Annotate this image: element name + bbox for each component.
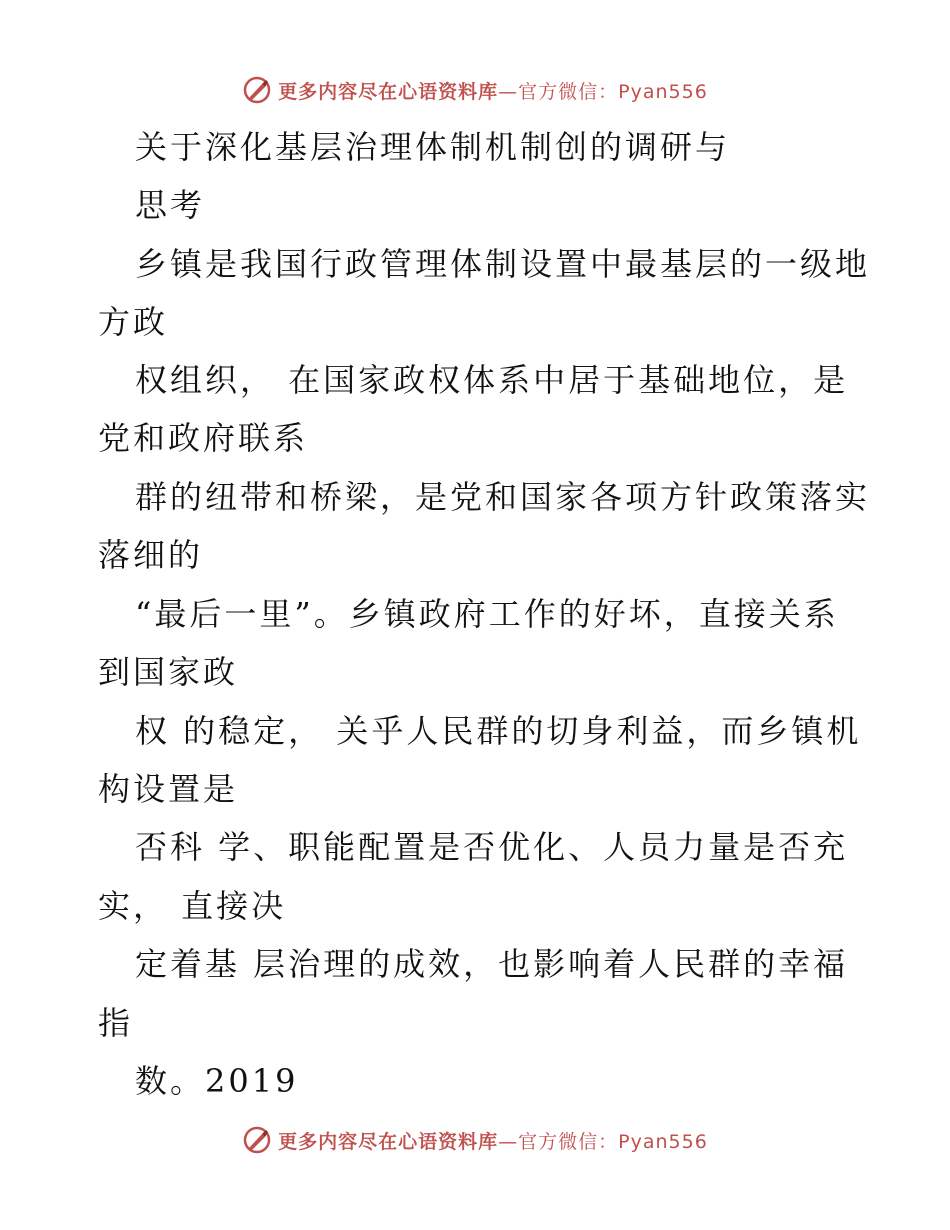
watermark-main-text: 更多内容尽在心语资料库 [278,1130,499,1153]
body-text-line: 实， 直接决 [98,887,287,925]
body-text-line: 到国家政 [98,653,239,691]
body-text-line: 数。2019 [135,1062,299,1100]
body-text-line: 落细的 [98,536,204,574]
body-text-line: 方政 [98,303,169,341]
body-text-line: 权 的稳定， 关乎人民群的切身利益，而乡镇机 [135,712,862,750]
pen-logo-icon [242,1125,272,1155]
footer-watermark [0,1120,950,1160]
pen-logo-icon [242,75,272,105]
watermark-main-text: 更多内容尽在心语资料库 [278,80,499,103]
watermark-contact-text: —官方微信：Pyan556 [498,1130,708,1153]
body-text-line: 定着基 层治理的成效，也影响着人民群的幸福 [135,945,849,983]
body-text-line: 群的纽带和桥梁，是党和国家各项方针政策落实 [135,478,871,516]
document-title-line-1: 关于深化基层治理体制机制创的调研与 [135,128,731,166]
body-text-line: 权组织， 在国家政权体系中居于基础地位，是 [135,361,849,399]
watermark-contact-text: —官方微信：Pyan556 [498,80,708,103]
document-title-line-2: 思考 [135,186,206,224]
body-text-line: 党和政府联系 [98,419,309,457]
body-text-line: 乡镇是我国行政管理体制设置中最基层的一级地 [135,245,871,283]
body-text-line: “最后一里”。乡镇政府工作的好坏，直接关系 [135,595,839,633]
body-text-line: 指 [98,1004,134,1042]
header-watermark [0,70,950,110]
body-text-line: 构设置是 [98,770,239,808]
body-text-line: 否科 学、职能配置是否优化、人员力量是否充 [135,828,849,866]
